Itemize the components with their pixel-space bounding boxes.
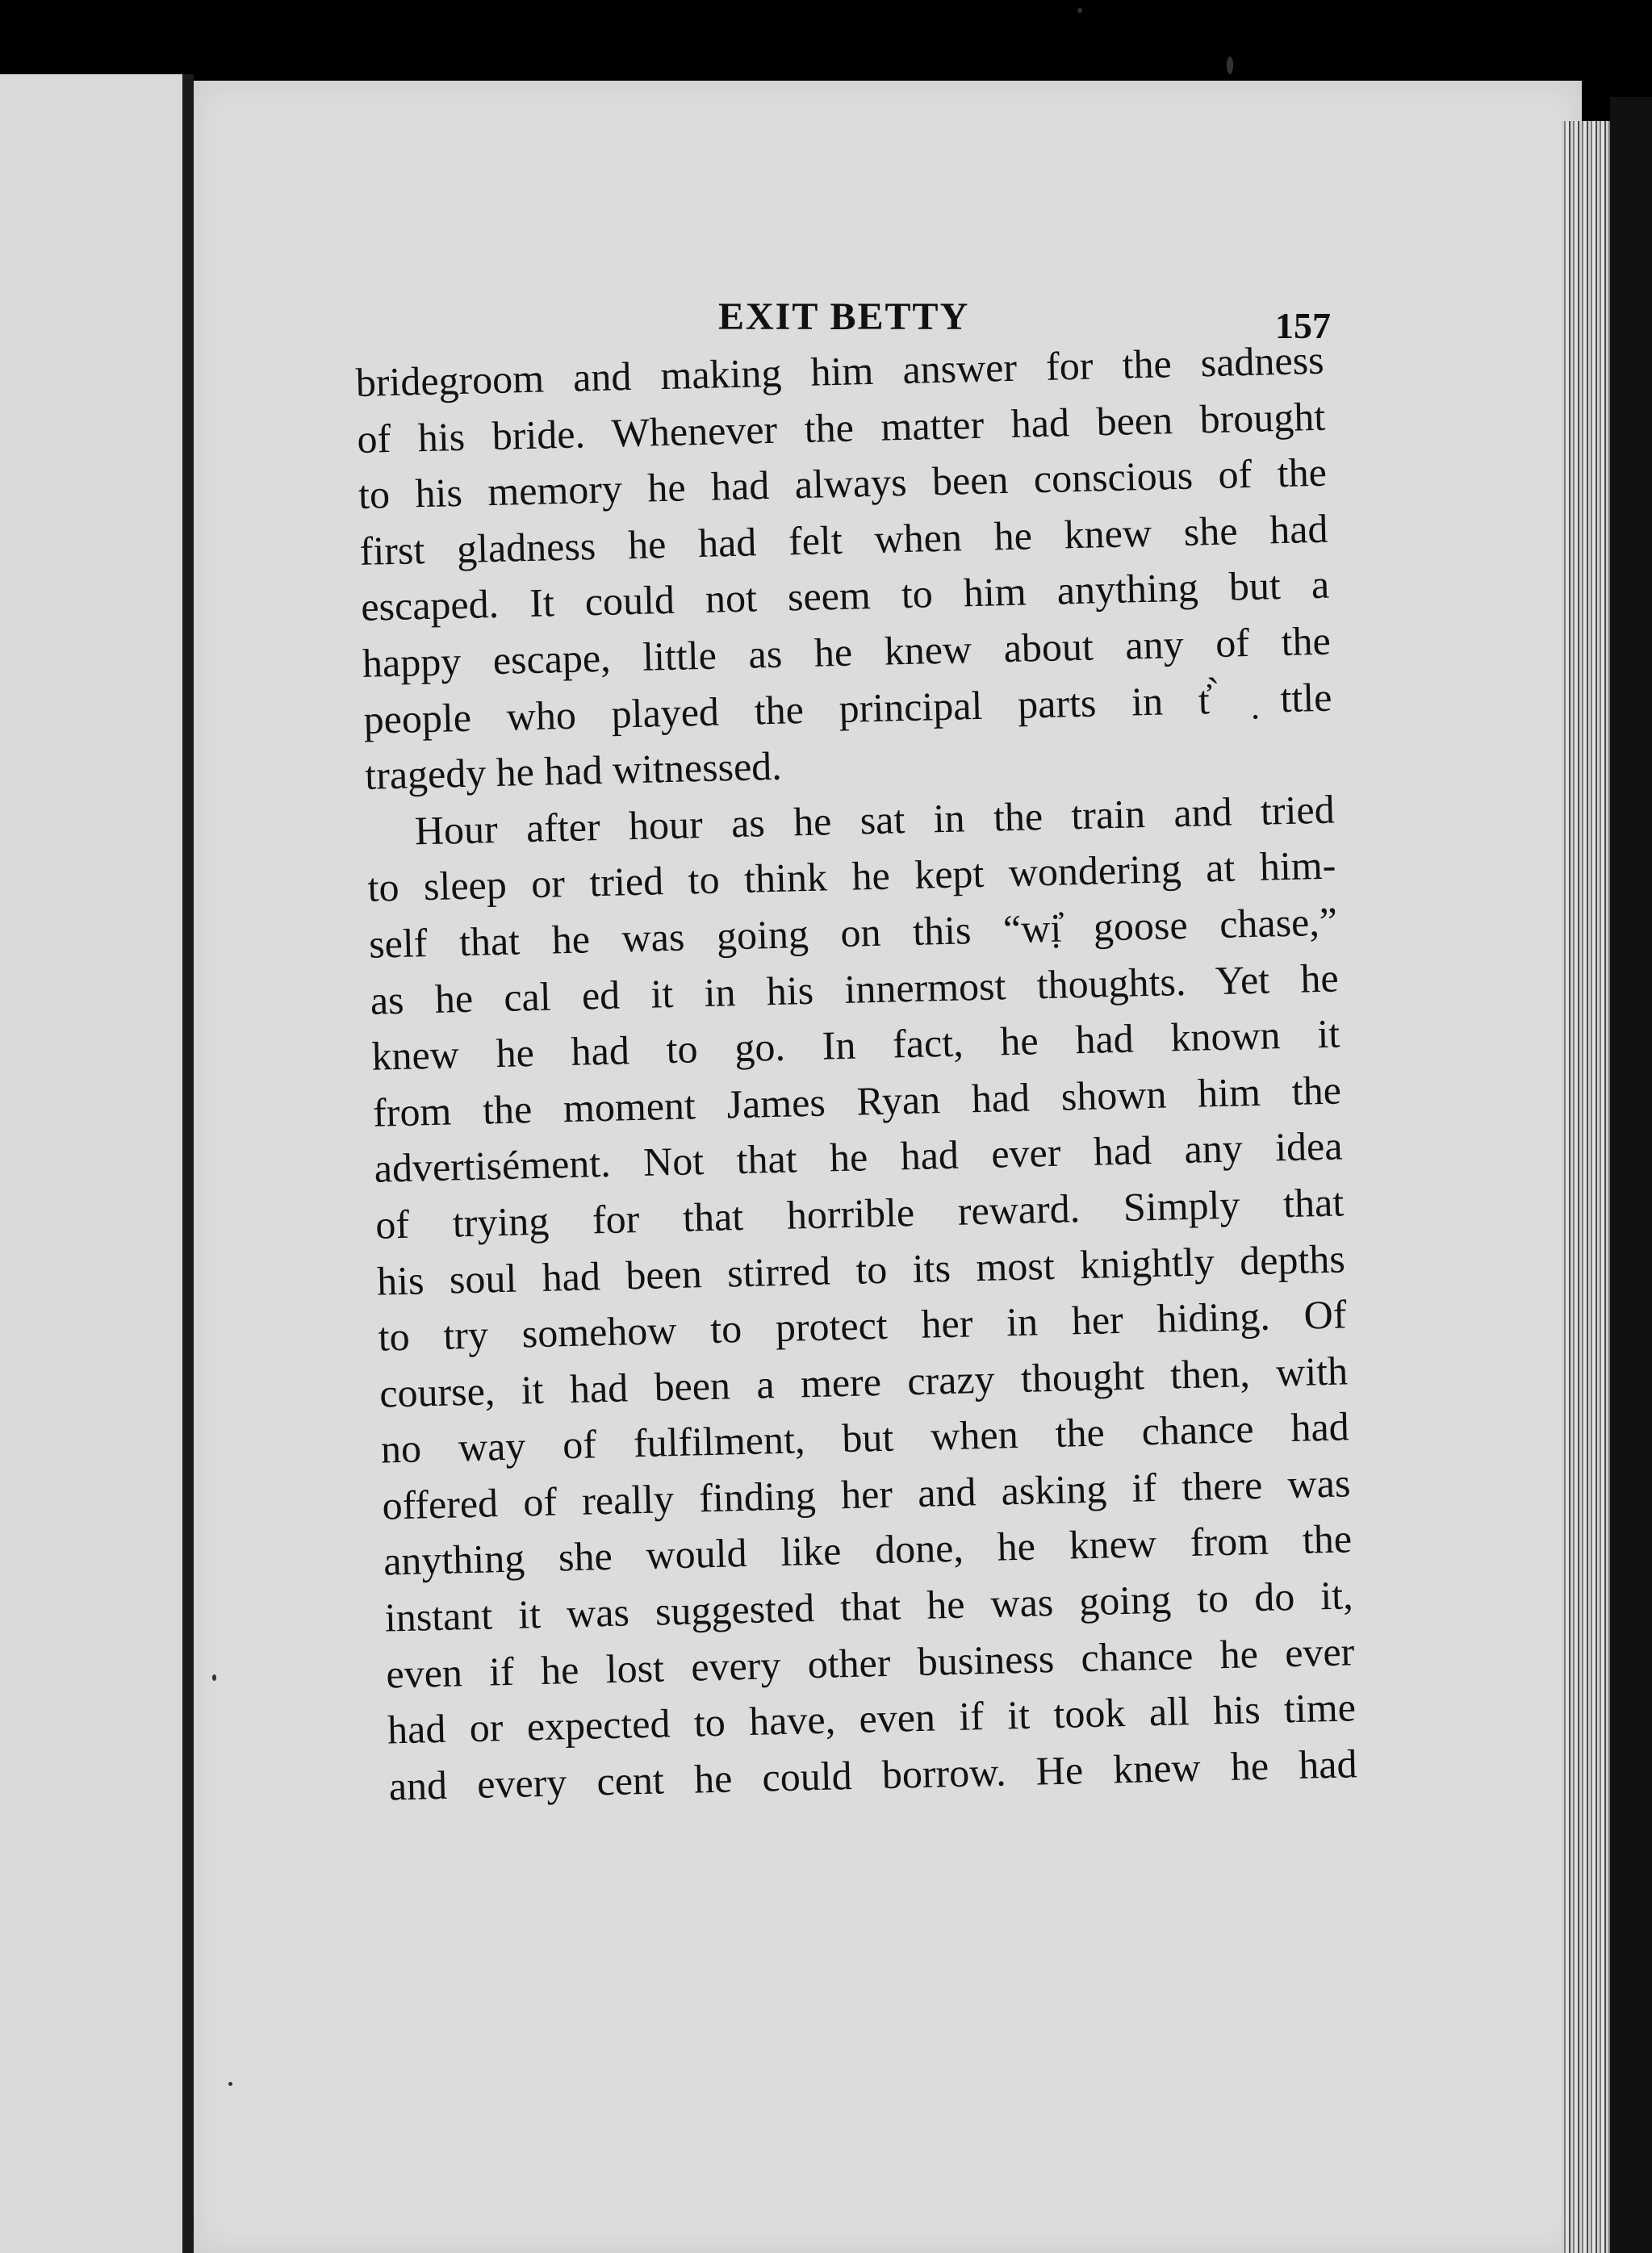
text-line: of trying for that horrible reward. Simply that <box>374 1179 1345 1248</box>
left-page-edge <box>0 74 182 2253</box>
text-line: instant it was suggested that he was going to do it, <box>384 1572 1354 1641</box>
gutter-shadow <box>182 74 194 2253</box>
text-line: first gladness he had felt when he knew she had <box>359 505 1329 574</box>
text-line: to sleep or tried to think he kept wondering at him- <box>366 842 1336 911</box>
text-line: to try somehow to protect her in her hiding. Of <box>378 1291 1348 1360</box>
text-line: anything she would like done, he knew from the <box>383 1515 1353 1585</box>
text-line: offered of really finding her and asking if there was <box>381 1460 1351 1528</box>
text-line: had or expected to have, even if it took all his time <box>387 1684 1357 1753</box>
running-head-title: EXIT BETTY <box>718 295 970 338</box>
body-text <box>355 332 1357 1815</box>
text-line: tragedy he had witnessed. <box>364 742 783 799</box>
text-line: escaped. It could not seem to him anything but a <box>360 562 1330 630</box>
text-line: and every cent he could borrow. He knew he had <box>388 1741 1358 1809</box>
text-line: no way of fulfilment, but when the chance had <box>380 1403 1350 1472</box>
text-line: knew he had to go. In fact, he had known it <box>370 1010 1340 1079</box>
text-line: self that he was going on this “wị̓ goose chase,” <box>368 898 1338 967</box>
text-line: his soul had been stirred to its most knightly depths <box>376 1235 1346 1304</box>
text-line: to his memory he had always been conscious of the <box>358 449 1328 518</box>
page-stack-edge <box>1562 121 1610 2253</box>
text-line: of his bride. Whenever the matter had been brought <box>356 393 1326 462</box>
dust-speck <box>1227 56 1233 74</box>
text-line: even if he lost every other business chance he ever <box>385 1628 1355 1697</box>
dust-speck <box>228 2082 232 2086</box>
text-line: people who played the principal parts in t̓ ̀ ̣ttle <box>362 674 1332 742</box>
dust-speck <box>1077 8 1082 13</box>
dust-speck <box>212 1674 216 1681</box>
page-number: 157 <box>1275 305 1331 346</box>
text-line: course, it had been a mere crazy thought then, with <box>378 1348 1349 1416</box>
text-line: from the moment James Ryan had shown him the <box>372 1067 1342 1135</box>
text-line: Hour after hour as he sat in the train and tried <box>414 786 1336 854</box>
book-cover-edge <box>1610 97 1652 2253</box>
text-line: advertisément. Not that he had ever had any idea <box>374 1122 1344 1192</box>
text-line: bridegroom and making him answer for the sadness <box>355 336 1325 405</box>
text-line: as he cal ed it in his innermost thoughts. Yet he <box>370 955 1340 1023</box>
text-line: happy escape, little as he knew about any of the <box>362 617 1332 686</box>
